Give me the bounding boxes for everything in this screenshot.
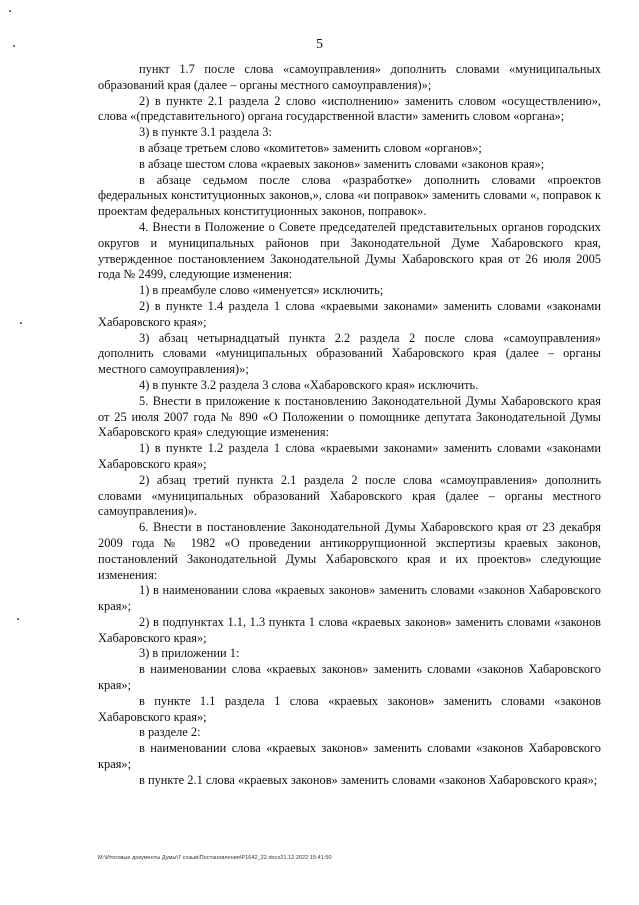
paragraph: 1) в пункте 1.2 раздела 1 слова «краевыми законами» заменить словами «законами Хабаровского края»; [98,441,601,471]
scan-speck [9,10,11,12]
paragraph: в пункте 1.1 раздела 1 слова «краевых законов» заменить словами «законов Хабаровского края»; [98,693,601,724]
scan-speck [17,618,19,620]
paragraph: 6. Внести в постановление Законодательной Думы Хабаровского края от 23 декабря 2009 года № 1982 «О проведении антикоррупционной экспертизы краевых законов, постановлений Законодательной Думы Хабаровского края и их проектов» следующие изменения: [98,520,601,582]
paragraph: 5. Внести в приложение к постановлению Законодательной Думы Хабаровского края от 25 июля 2007 года № 890 «О Положении о помощнике депутата Законодательной Думы Хабаровского края» следующие изменения: [98,393,601,440]
paragraph: 3) абзац четырнадцатый пункта 2.2 раздела 2 после слова «самоуправления» дополнить словами «муниципальных образований Хабаровского края (далее – органы местного самоуправления)»; [98,330,601,377]
scan-speck [13,45,15,47]
paragraph: в абзаце седьмом после слова «разработке» дополнить словами «проектов федеральных конституционных законов,», слова «и поправок» заменить словами «, поправок к проектам федеральных конституционных законов, поправок». [98,172,601,219]
paragraph: в наименовании слова «краевых законов» заменить словами «законов Хабаровского края»; [98,741,601,772]
paragraph: 3) в пункте 3.1 раздела 3: [139,125,272,140]
paragraph: 2) в подпунктах 1.1, 1.3 пункта 1 слова «краевых законов» заменить словами «законов Хабаровского края»; [98,614,601,645]
paragraph: 2) абзац третий пункта 2.1 раздела 2 после слова «самоуправления» дополнить словами «муниципальных образований Хабаровского края (далее – органы местного самоуправления)». [98,472,601,519]
paragraph: пункт 1.7 после слова «самоуправления» дополнить словами «муниципальных образований края (далее – органы местного самоуправления)»; [98,62,601,92]
paragraph: 3) в приложении 1: [139,646,240,661]
page-number: 5 [316,37,323,52]
paragraph: в разделе 2: [139,725,201,740]
paragraph: 4) в пункте 3.2 раздела 3 слова «Хабаровского края» исключить. [139,377,479,392]
paragraph: в абзаце шестом слова «краевых законов» заменить словами «законов края»; [139,156,545,171]
file-path-footer: M:\Итоговые документы Думы\7 созыв\Постановления\P1642_22.docx21.12.2022 15:41:50 [98,855,332,861]
paragraph: 1) в наименовании слова «краевых законов» заменить словами «законов Хабаровского края»; [98,583,601,614]
document-body [98,62,601,789]
paragraph: в наименовании слова «краевых законов» заменить словами «законов Хабаровского края»; [98,662,601,693]
paragraph: 2) в пункте 2.1 раздела 2 слово «исполнению» заменить словом «осуществлению», слова «(представительного) органа государственной власти» заменить словом «органа»; [98,93,601,124]
scan-speck [20,322,22,324]
paragraph: 1) в преамбуле слово «именуется» исключить; [139,283,384,298]
paragraph: в пункте 2.1 слова «краевых законов» заменить словами «законов Хабаровского края»; [139,772,598,787]
paragraph: в абзаце третьем слово «комитетов» заменить словом «органов»; [139,140,482,155]
paragraph: 4. Внести в Положение о Совете председателей представительных органов городских округов и муниципальных районов при Законодательной Думе Хабаровского края, утвержденное постановлением Законодательной Думы Хабаровского края от 26 июля 2005 года № 2499, следующие изменения: [98,219,601,282]
paragraph: 2) в пункте 1.4 раздела 1 слова «краевыми законами» заменить словами «законами Хабаровского края»; [98,298,601,329]
